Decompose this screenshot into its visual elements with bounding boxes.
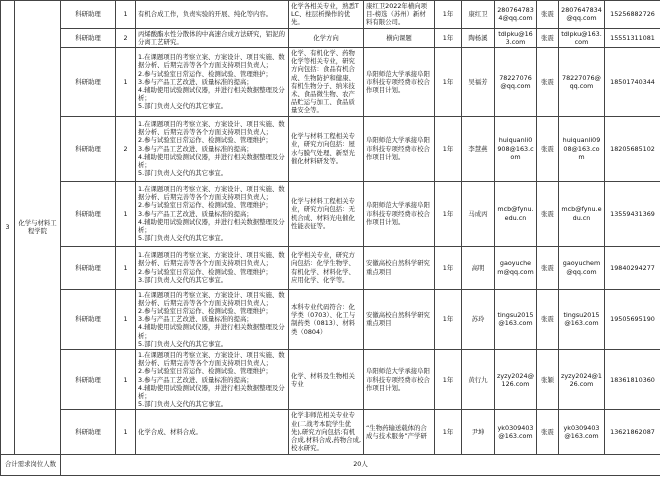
duty-line: 5.部门负责人交代的其它事宜。 xyxy=(138,102,228,111)
duty-line: 3.参与产品工艺改进、质量标准的提高； xyxy=(138,315,253,324)
duty-line: 3.参与产品工艺改进、质量标准的提高； xyxy=(138,375,253,384)
years-cell: 1年 xyxy=(435,116,462,181)
years-cell: 1年 xyxy=(435,410,462,454)
mentor-cell: 张震 xyxy=(537,181,559,246)
duty-cell xyxy=(136,28,289,47)
years-cell: 1年 xyxy=(435,28,462,47)
count-cell: 1 xyxy=(116,350,136,410)
email2-cell: 2807647834@qq.com xyxy=(559,1,605,29)
duty-line: 2.参与试验室日常运作、检测试验、管理维护； xyxy=(138,201,272,210)
table-row xyxy=(1,1,660,29)
duty-line: 5.部门负责人交代的其它事宜。 xyxy=(138,234,228,243)
email-cell: tdlpku@163.com xyxy=(495,28,537,47)
years-cell: 1年 xyxy=(435,181,462,246)
major-cell: 化学与材料工程相关专业，研究方向包括：屋水与膜气处理、新型光催化材料研发等。 xyxy=(289,116,364,181)
duty-cell xyxy=(136,116,289,181)
project-cell: 阜阳师范大学承接阜阳市科技专项经费市校合作项目计划。 xyxy=(364,350,435,410)
duty-line: 5.部门负责人交代的其它事宜。 xyxy=(138,339,228,348)
duty-line: 1.在课题项目的考察立案、方案设计、项目实施、数据分析、后期完善等各个方面支持项目负责人； xyxy=(138,251,285,268)
summary-label: 合计需求岗位人数 xyxy=(1,454,61,475)
email-cell: zyzy2024@126.com xyxy=(495,350,537,410)
mentor-cell: 张震 xyxy=(537,246,559,289)
duty-line: 3.参与产品工艺改进、质量标准的提高； xyxy=(138,144,253,153)
duty-line: 3.参与产品工艺改进、质量标准的提高； xyxy=(138,77,253,86)
email-cell: huiquanli0908@163.com xyxy=(495,116,537,181)
role-cell: 科研助理 xyxy=(61,181,116,246)
table-row xyxy=(1,181,660,246)
count-cell: 1 xyxy=(116,181,136,246)
duty-line: 1.在课题项目的考察立案、方案设计、项目实施、数据分析、后期完善等各个方面支持项目负责人； xyxy=(138,351,285,368)
duty-line: 1.在课题项目的考察立案、方案设计、项目实施、数据分析、后期完善等各个方面支持项目负责人； xyxy=(138,184,285,202)
role-cell: 科研助理 xyxy=(61,289,116,349)
contact-cell: 尹坤 xyxy=(462,410,495,454)
duty-line: 5.部门负责人交代的其它事宜。 xyxy=(138,400,228,409)
project-cell: 阜阳师范大学承接阜阳市科技专项经费市校合作项目计划。 xyxy=(364,116,435,181)
duty-line: 1.在课题项目的考察立案、方案设计、项目实施、数据分析、后期完善等各个方面支持项目负责人； xyxy=(138,53,285,70)
role-cell: 科研助理 xyxy=(61,350,116,410)
years-cell: 1年 xyxy=(435,1,462,29)
duty-line: 4.辅助使用试验测试仪器，并进行相关数据整理及分析； xyxy=(138,323,285,340)
count-cell: 2 xyxy=(116,28,136,47)
duty-line: 2.参与试验室日常运作、检测试验、管理维护； xyxy=(138,136,272,145)
project-cell: 安徽高校自然科学研究重点项目 xyxy=(364,289,435,349)
summary-total: 20人 xyxy=(61,454,660,475)
years-cell: 1年 xyxy=(435,48,462,117)
project-cell: “生物药输送载体的合成与技术服务”产学研 xyxy=(364,410,435,454)
duty-cell xyxy=(136,350,289,410)
major-cell: 化学各相关专业，熟悉TLC、柱层析操作的优先。 xyxy=(289,1,364,29)
duty-line: 有机合成工作，负责实验的开展、纯化等内容。 xyxy=(138,10,273,19)
email2-cell: huiquanli0908@163.com xyxy=(559,116,605,181)
email-cell: 2807647834@qq.com xyxy=(495,1,537,29)
table-row xyxy=(1,28,660,47)
phone-cell: 18501740344 xyxy=(605,48,660,117)
table-row xyxy=(1,350,660,410)
phone-cell: 19505695190 xyxy=(605,289,660,349)
project-cell: 阜阳师范大学承接阜阳市科技专项经费市校合作项目计划。 xyxy=(364,48,435,117)
phone-cell: 15551311081 xyxy=(605,28,660,47)
phone-cell: 15256882726 xyxy=(605,1,660,29)
count-cell: 1 xyxy=(116,246,136,289)
years-cell: 1年 xyxy=(435,289,462,349)
major-cell: 化学、材料及生物相关专业 xyxy=(289,350,364,410)
contact-cell: 康红卫 xyxy=(462,1,495,29)
contact-cell: 马成丙 xyxy=(462,181,495,246)
contact-cell: 苏玲 xyxy=(462,289,495,349)
email-cell: yk0309403@163.com xyxy=(495,410,537,454)
duty-cell xyxy=(136,181,289,246)
phone-cell: 19840294277 xyxy=(605,246,660,289)
contact-cell: 李慧燕 xyxy=(462,116,495,181)
major-cell: 化学、有机化学、药物化学等相关专业，研究方向包括：食品有机合成、生物防护和健康、有机生物分子、纳米技术、食品微生物、农产品贮运与加工、食品质量安全等。 xyxy=(289,48,364,117)
contact-cell: 高明 xyxy=(462,246,495,289)
major-cell: 本科专业代码符合：化学类（0703）、化工与制药类（0813）、材料类（0804） xyxy=(289,289,364,349)
phone-cell: 18205685102 xyxy=(605,116,660,181)
duty-cell xyxy=(136,289,289,349)
duty-line: 化学合成、材料合成。 xyxy=(138,427,202,436)
contact-cell: 陶杨溪 xyxy=(462,28,495,47)
duty-cell xyxy=(136,48,289,117)
email2-cell: 78227076@qq.com xyxy=(559,48,605,117)
role-cell: 科研助理 xyxy=(61,1,116,29)
email2-cell: tingsu2015@163.com xyxy=(559,289,605,349)
mentor-cell: 张震 xyxy=(537,410,559,454)
duty-line: 丙烯酸酯水性分散体的中高速合成方法研究，铝泥的分离工艺研究。 xyxy=(138,29,285,46)
count-cell: 2 xyxy=(116,116,136,181)
project-cell: 安徽高校自然科学研究重点项目 xyxy=(364,246,435,289)
phone-cell: 13559431369 xyxy=(605,181,660,246)
mentor-cell: 张震 xyxy=(537,28,559,47)
role-cell: 科研助理 xyxy=(61,246,116,289)
years-cell: 1年 xyxy=(435,350,462,410)
major-cell: 化学方向 xyxy=(289,28,364,47)
table-row xyxy=(1,246,660,289)
count-cell: 1 xyxy=(116,48,136,117)
email2-cell: mcb@fynu.edu.cn xyxy=(559,181,605,246)
role-cell: 科研助理 xyxy=(61,410,116,454)
count-cell: 1 xyxy=(116,289,136,349)
email2-cell: zyzy2024@126.com xyxy=(559,350,605,410)
phone-cell: 18361810360 xyxy=(605,350,660,410)
phone-cell: 13621862087 xyxy=(605,410,660,454)
mentor-cell: 张震 xyxy=(537,1,559,29)
mentor-cell: 张震 xyxy=(537,289,559,349)
dept-name: 化学与材料工程学院 xyxy=(15,1,61,455)
contact-cell: 黄行九 xyxy=(462,350,495,410)
duty-line: 4.辅助使用试验测试仪器，并进行相关数据整理及分析； xyxy=(138,217,285,234)
duty-line: 3.参与产品工艺改进、质量标准的提高； xyxy=(138,209,253,218)
table-row xyxy=(1,48,660,117)
duty-line: 2.参与试验室日常运作、检测试验、管理维护； xyxy=(138,69,272,78)
dept-index: 3 xyxy=(1,1,15,455)
duty-line: 5.部门负责人交代的其它事宜。 xyxy=(138,169,228,178)
role-cell: 科研助理 xyxy=(61,28,116,47)
duty-cell xyxy=(136,410,289,454)
table-row xyxy=(1,289,660,349)
mentor-cell: 张震 xyxy=(537,116,559,181)
duty-line: 2.参与试验室日常运作、检测试验、管理维护； xyxy=(138,267,272,276)
table-row xyxy=(1,410,660,454)
duty-line: 2.参与试验室日常运作、检测试验、管理维护； xyxy=(138,367,272,376)
email2-cell: gaoyuchem@qq.com xyxy=(559,246,605,289)
email-cell: 78227076@qq.com xyxy=(495,48,537,117)
major-cell: 化学非师范相关专业专业(二战考本院学生优先),研究方向包括:有机合成,材料合成,药物合成,校水研究。 xyxy=(289,410,364,454)
email-cell: gaoyuchem@qq.com xyxy=(495,246,537,289)
major-cell: 化学与材料工程相关专业，研究方向包括：无机合成、材料光电催化性能表征等。 xyxy=(289,181,364,246)
duty-line: 4.辅助使用试验测试仪器，并进行相关数据整理及分析； xyxy=(138,383,285,401)
role-cell: 科研助理 xyxy=(61,116,116,181)
mentor-cell: 张震 xyxy=(537,48,559,117)
table-body xyxy=(1,1,660,476)
table-row xyxy=(1,116,660,181)
duty-cell xyxy=(136,246,289,289)
summary-row xyxy=(1,454,660,475)
mentor-cell: 张颖 xyxy=(537,350,559,410)
count-cell: 1 xyxy=(116,1,136,29)
role-cell: 科研助理 xyxy=(61,48,116,117)
email2-cell: yk0309403@163.com xyxy=(559,410,605,454)
years-cell: 1年 xyxy=(435,246,462,289)
duty-line: 3.部门负责人交代的其它事宜。 xyxy=(138,275,228,284)
count-cell: 1 xyxy=(116,410,136,454)
duty-line: 1.在课题项目的考察立案、方案设计、项目实施、数据分析、后期完善等各个方面支持项目负责人； xyxy=(138,119,285,137)
project-cell: 阜阳师范大学承接阜阳市科技专项经费市校合作项目计划。 xyxy=(364,181,435,246)
email-cell: tingsu2015@163.com xyxy=(495,289,537,349)
project-cell: 康红卫2022年横向项目-榜选（苏州）新材料有限公司。 xyxy=(364,1,435,29)
duty-cell xyxy=(136,1,289,29)
duty-line: 1.在课题项目的考察立案、方案设计、项目实施、数据分析、后期完善等各个方面支持项目负责人； xyxy=(138,290,285,307)
duty-line: 2.参与试验室日常运作、检测试验、管理维护； xyxy=(138,307,272,316)
duty-line: 4.辅助使用试验测试仪器，并进行相关数据整理及分析； xyxy=(138,85,285,103)
major-cell: 化学相关专业，研究方向包括：化学生物学、有机化学、材料化学、应用化学、化学等。 xyxy=(289,246,364,289)
email2-cell: tdlpku@163.com xyxy=(559,28,605,47)
duty-line: 4.辅助使用试验测试仪器，并进行相关数据整理及分析； xyxy=(138,152,285,169)
email-cell: mcb@fynu.edu.cn xyxy=(495,181,537,246)
project-cell: 横向课题 xyxy=(364,28,435,47)
contact-cell: 吴福芳 xyxy=(462,48,495,117)
